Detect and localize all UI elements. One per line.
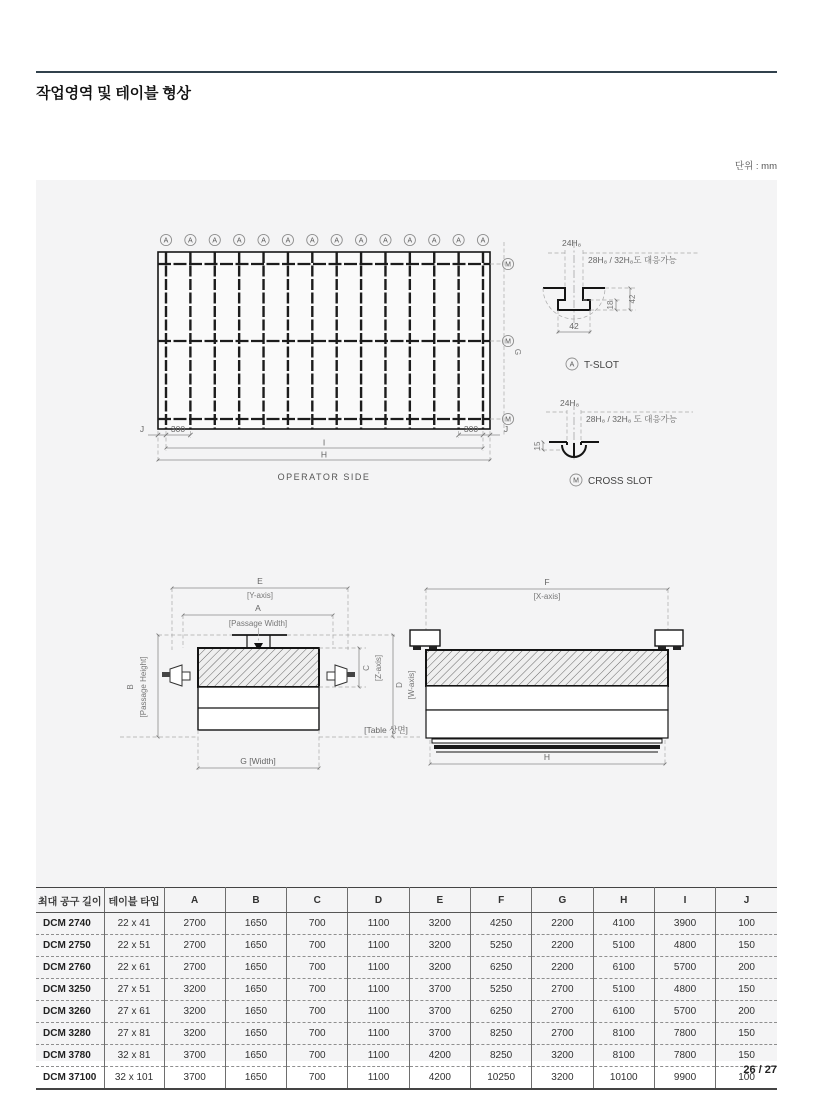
t-slot-label: T-SLOT	[584, 360, 620, 371]
dim-e: E	[257, 576, 263, 586]
dim-j-left: J	[139, 424, 145, 434]
value-cell: 3700	[409, 1023, 470, 1045]
model-cell: DCM 3260	[36, 1001, 104, 1023]
value-cell: 22 x 51	[104, 935, 164, 957]
value-cell: 8100	[593, 1045, 654, 1067]
model-cell: DCM 37100	[36, 1067, 104, 1090]
dim-d: D	[395, 682, 404, 688]
model-cell: DCM 2740	[43, 918, 91, 929]
value-cell: 700	[287, 1001, 348, 1023]
dim-c: C	[362, 665, 371, 671]
spec-column-header: G	[532, 888, 593, 913]
spec-column-header: 테이블 타입	[104, 888, 164, 913]
value-cell: 8100	[593, 1023, 654, 1045]
dim-b: B	[126, 684, 135, 690]
value-cell: 27 x 51	[104, 979, 164, 1001]
cross-slot-marker-letter: M	[505, 416, 511, 424]
t-slot-detail	[543, 238, 698, 371]
cross-slot-dim-top: 24H₈	[560, 398, 580, 408]
dim-j-right: J	[503, 424, 509, 434]
value-cell: 1650	[225, 913, 286, 935]
value-cell: 27 x 61	[104, 1001, 164, 1023]
spec-table-body	[36, 913, 777, 1090]
value-cell: 3200	[164, 979, 225, 1001]
spec-column-header: I	[654, 888, 715, 913]
dim-d-sub: [W-axis]	[407, 670, 416, 700]
model-cell: DCM 2750	[36, 935, 104, 957]
spec-table-head-row	[36, 888, 777, 913]
cross-slot-note: 28H₈ / 32H₈ 도 대응가능	[586, 414, 678, 424]
t-slot-dim-width: 42	[569, 321, 579, 331]
value-cell: 32 x 81	[104, 1045, 164, 1067]
t-slot-marker-letter: A	[456, 237, 461, 245]
cross-slot-marker: M	[573, 477, 579, 485]
cross-slot-label: CROSS SLOT	[588, 476, 653, 487]
dim-h: H	[320, 449, 328, 460]
table-row	[36, 1023, 777, 1045]
spec-column-header: F	[470, 888, 531, 913]
cross-slot-dim-depth: 15	[533, 441, 542, 451]
value-cell: 3200	[409, 913, 470, 935]
cross-slot-marker-letter: M	[505, 338, 511, 346]
value-cell: 100	[716, 913, 777, 935]
spec-column-header: D	[348, 888, 409, 913]
table-row	[36, 935, 777, 957]
value-cell: 9900	[654, 1067, 715, 1090]
spec-column-header: H	[593, 888, 654, 913]
value-cell: 22 x 61	[104, 957, 164, 979]
value-cell: 4100	[593, 913, 654, 935]
spec-column-header: B	[225, 888, 286, 913]
value-cell: 700	[287, 957, 348, 979]
value-cell: 700	[287, 913, 348, 935]
value-cell: 700	[287, 1067, 348, 1090]
value-cell: 6250	[470, 1001, 531, 1023]
value-cell: 7800	[654, 1023, 715, 1045]
value-cell: 27 x 81	[104, 1023, 164, 1045]
left-attachment-icon	[162, 665, 190, 686]
dim-300-right: 300	[463, 424, 479, 434]
value-cell: 700	[287, 1045, 348, 1067]
value-cell: 6100	[593, 1001, 654, 1023]
value-cell: 200	[716, 957, 777, 979]
value-cell: 3200	[532, 1045, 593, 1067]
table-top-label: [Table 상면]	[364, 725, 408, 735]
value-cell: 2700	[532, 1001, 593, 1023]
page-title: 작업영역 및 테이블 형상	[36, 85, 191, 102]
value-cell: 4250	[470, 913, 531, 935]
unit-label: 단위 : mm	[734, 161, 777, 172]
t-slot-marker-letter: A	[431, 237, 437, 245]
model-cell: DCM 3250	[36, 979, 104, 1001]
spec-column-header: 최대 공구 길이	[36, 888, 104, 913]
t-slot-marker-letter: A	[261, 237, 266, 245]
value-cell: 1100	[348, 935, 409, 957]
value-cell: 1100	[348, 913, 409, 935]
dim-c-sub: [Z-axis]	[374, 654, 383, 682]
spec-column-header: J	[716, 888, 777, 913]
value-cell: 10100	[593, 1067, 654, 1090]
value-cell: 3700	[409, 1001, 470, 1023]
value-cell: 1650	[225, 1045, 286, 1067]
t-slot-marker-letter: A	[236, 237, 242, 245]
value-cell: 4800	[654, 979, 715, 1001]
value-cell: 4200	[409, 1067, 470, 1090]
value-cell: 6250	[470, 957, 531, 979]
value-cell: 32 x 101	[104, 1067, 164, 1090]
t-slot-dim-inner: 18	[606, 300, 615, 310]
right-column	[655, 630, 683, 650]
value-cell: 700	[287, 935, 348, 957]
t-slot-marker-letter: A	[309, 237, 315, 245]
value-cell: 1100	[348, 1067, 409, 1090]
value-cell: 1650	[225, 957, 286, 979]
dim-f-sub: [X-axis]	[533, 592, 561, 601]
value-cell: 700	[287, 979, 348, 1001]
dim-300-left: 300	[170, 424, 186, 434]
value-cell: 2700	[164, 957, 225, 979]
t-slot-note: 28H₈ / 32H₈도 대응가능	[588, 255, 677, 265]
value-cell: 3700	[409, 979, 470, 1001]
value-cell: 8250	[470, 1045, 531, 1067]
spec-column-header: E	[409, 888, 470, 913]
t-slot-marker-letter: A	[212, 237, 218, 245]
value-cell: 3200	[164, 1001, 225, 1023]
value-cell: 2700	[164, 935, 225, 957]
value-cell: 1100	[348, 957, 409, 979]
value-cell: 3200	[409, 935, 470, 957]
model-cell: DCM 2760	[36, 957, 104, 979]
value-cell: 5100	[593, 935, 654, 957]
value-cell: 2700	[164, 913, 225, 935]
value-cell: 8250	[470, 1023, 531, 1045]
value-cell: 1100	[348, 1045, 409, 1067]
value-cell: 5700	[654, 957, 715, 979]
value-cell: 150	[716, 979, 777, 1001]
dim-b-sub: [Passage Height]	[139, 656, 148, 718]
value-cell: 5250	[470, 935, 531, 957]
spec-table	[36, 887, 777, 1090]
table-top-view	[140, 234, 522, 482]
operator-side-label: OPERATOR SIDE	[277, 472, 371, 482]
model-cell: DCM 3780	[36, 1045, 104, 1067]
front-view	[120, 576, 420, 770]
value-cell: 1650	[225, 1023, 286, 1045]
spec-column-header: C	[287, 888, 348, 913]
value-cell: 2700	[532, 979, 593, 1001]
value-cell: 1650	[225, 1067, 286, 1090]
diagrams-svg	[36, 180, 777, 810]
t-slot-marker-letter: A	[358, 237, 364, 245]
t-slot-marker-letter: A	[188, 237, 193, 245]
value-cell: 3900	[654, 913, 715, 935]
value-cell: 2200	[532, 913, 593, 935]
value-cell: 4800	[654, 935, 715, 957]
value-cell: 150	[716, 1045, 777, 1067]
value-cell: 10250	[470, 1067, 531, 1090]
t-slot-marker-letter: A	[407, 237, 413, 245]
dim-f: F	[544, 577, 550, 587]
t-slot-marker: A	[569, 361, 575, 369]
table-row	[36, 913, 777, 935]
t-slot-marker-letter: A	[383, 237, 388, 245]
table-row	[36, 1067, 777, 1090]
spec-column-header: A	[164, 888, 225, 913]
t-slot-marker-letter: A	[480, 237, 486, 245]
g-width-label: G	[513, 348, 522, 356]
model-cell: DCM 3280	[36, 1023, 104, 1045]
value-cell: 4200	[409, 1045, 470, 1067]
value-cell: 3200	[409, 957, 470, 979]
table-row	[36, 1001, 777, 1023]
value-cell: 3700	[164, 1067, 225, 1090]
value-cell: 3200	[532, 1067, 593, 1090]
value-cell: 1100	[348, 1023, 409, 1045]
value-cell: 700	[287, 1023, 348, 1045]
dim-a: A	[255, 603, 261, 613]
side-view	[410, 577, 683, 766]
right-attachment-icon	[327, 665, 355, 686]
dim-g-width: G [Width]	[240, 756, 276, 766]
title-rule	[36, 71, 777, 73]
dim-a-sub: [Passage Width]	[228, 619, 288, 628]
value-cell: 5700	[654, 1001, 715, 1023]
value-cell: 3700	[164, 1045, 225, 1067]
value-cell: 3200	[164, 1023, 225, 1045]
value-cell: 5250	[470, 979, 531, 1001]
value-cell: 1100	[348, 979, 409, 1001]
t-slot-dim-depth: 42	[628, 294, 637, 304]
value-cell: 150	[716, 935, 777, 957]
left-column	[410, 630, 440, 650]
value-cell: 1650	[225, 1001, 286, 1023]
table-row	[36, 979, 777, 1001]
value-cell: 5100	[593, 979, 654, 1001]
value-cell: 2200	[532, 935, 593, 957]
t-slot-dim-top: 24H₈	[562, 238, 582, 248]
cross-slot-detail	[533, 398, 693, 487]
cross-slot-marker-letter: M	[505, 261, 511, 269]
t-slot-marker-letter: A	[285, 237, 291, 245]
value-cell: 150	[716, 1023, 777, 1045]
t-slot-marker-letter: A	[334, 237, 340, 245]
t-slot-marker-letter: A	[163, 237, 169, 245]
value-cell: 1650	[225, 979, 286, 1001]
value-cell: 2200	[532, 957, 593, 979]
value-cell: 1650	[225, 935, 286, 957]
dim-e-sub: [Y-axis]	[247, 591, 273, 600]
dim-i: I	[322, 437, 326, 448]
dim-h-side: H	[543, 752, 551, 762]
value-cell: 100	[716, 1067, 777, 1090]
table-row	[36, 957, 777, 979]
value-cell: 1100	[348, 1001, 409, 1023]
table-row	[36, 1045, 777, 1067]
page-number: 26 / 27	[743, 1064, 777, 1076]
value-cell: 22 x 41	[104, 913, 164, 935]
value-cell: 200	[716, 1001, 777, 1023]
value-cell: 6100	[593, 957, 654, 979]
value-cell: 7800	[654, 1045, 715, 1067]
value-cell: 2700	[532, 1023, 593, 1045]
